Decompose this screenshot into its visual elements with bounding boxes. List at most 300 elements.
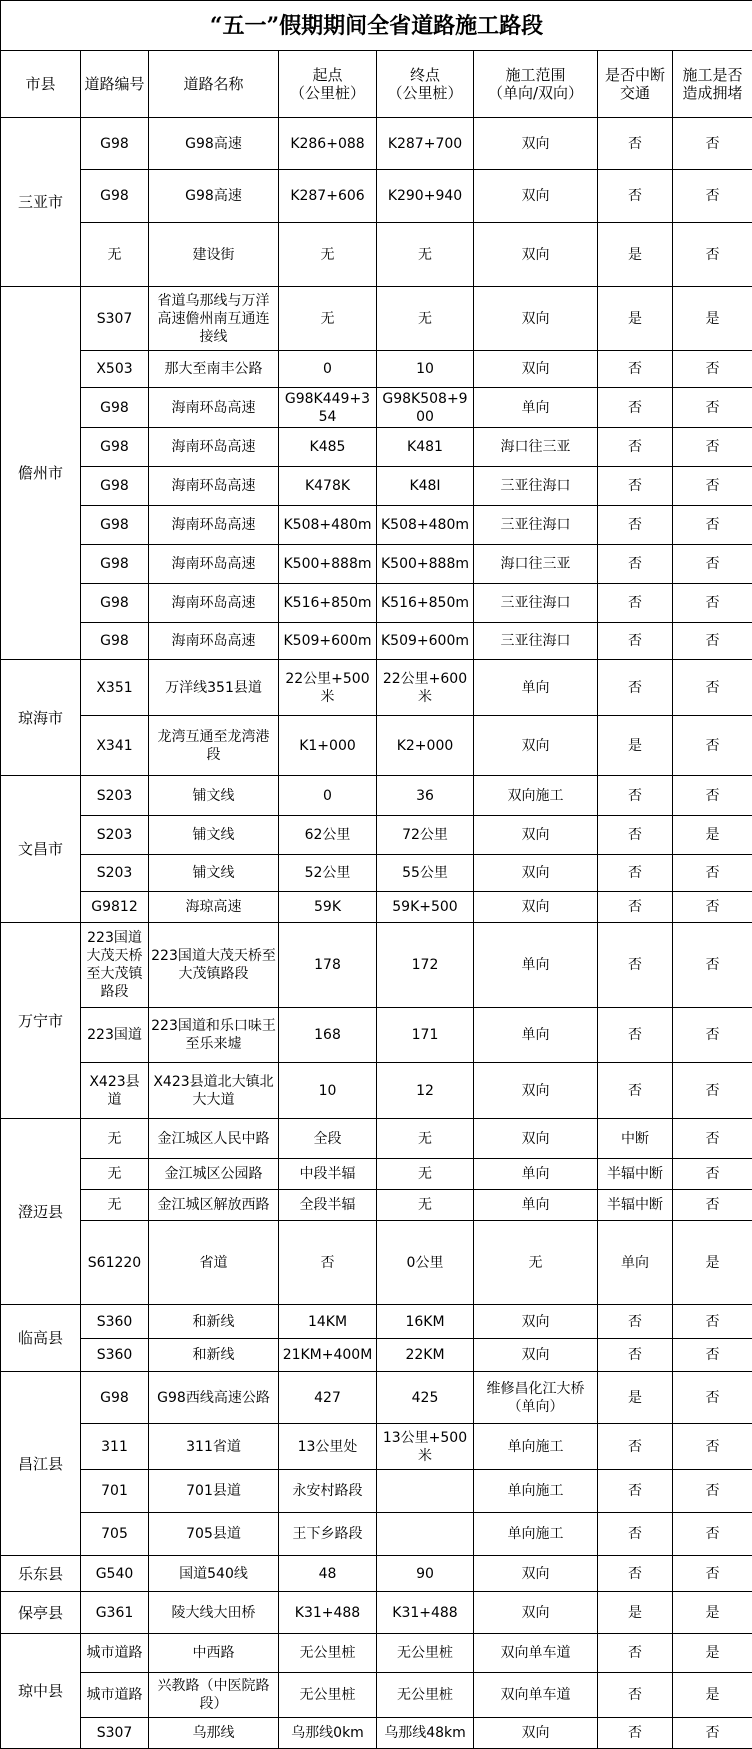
- scope-cell: 双向: [474, 1063, 598, 1119]
- jam-cell: 否: [673, 1159, 752, 1190]
- scope-cell: 单向: [474, 1008, 598, 1063]
- header-row: [1, 51, 752, 118]
- end-cell: K516+850m: [377, 584, 474, 623]
- start-cell: K31+488: [279, 1592, 377, 1634]
- start-cell: 22公里+500米: [279, 660, 377, 716]
- start-cell: K516+850m: [279, 584, 377, 623]
- name-cell: 和新线: [149, 1339, 279, 1372]
- interrupt-cell: 否: [598, 1556, 673, 1592]
- end-cell: 22KM: [377, 1339, 474, 1372]
- end-cell: 36: [377, 776, 474, 816]
- code-cell: 223国道大茂天桥至大茂镇路段: [81, 923, 149, 1008]
- interrupt-cell: 否: [598, 1470, 673, 1513]
- end-cell: 无公里桩: [377, 1673, 474, 1718]
- end-cell: 172: [377, 923, 474, 1008]
- interrupt-cell: 是: [598, 287, 673, 351]
- start-cell: 中段半辐: [279, 1159, 377, 1190]
- code-cell: S360: [81, 1305, 149, 1339]
- interrupt-cell: 否: [598, 1424, 673, 1470]
- name-cell: 海南环岛高速: [149, 545, 279, 584]
- code-cell: X351: [81, 660, 149, 716]
- code-cell: S307: [81, 1718, 149, 1749]
- name-cell: 陵大线大田桥: [149, 1592, 279, 1634]
- interrupt-cell: 否: [598, 467, 673, 506]
- scope-cell: 三亚往海口: [474, 506, 598, 545]
- jam-cell: 否: [673, 118, 752, 170]
- city-cell: 保亭县: [1, 1592, 81, 1634]
- name-cell: 金江城区公园路: [149, 1159, 279, 1190]
- interrupt-cell: 否: [598, 506, 673, 545]
- table-row: [1, 776, 752, 816]
- scope-cell: 三亚往海口: [474, 623, 598, 660]
- jam-cell: 否: [673, 1718, 752, 1749]
- code-cell: S203: [81, 855, 149, 892]
- jam-cell: 否: [673, 855, 752, 892]
- table-row: [1, 584, 752, 623]
- scope-cell: 单向施工: [474, 1470, 598, 1513]
- table-row: [1, 545, 752, 584]
- name-cell: 那大至南丰公路: [149, 351, 279, 388]
- code-cell: 无: [81, 1159, 149, 1190]
- scope-cell: 双向: [474, 351, 598, 388]
- jam-cell: 是: [673, 816, 752, 855]
- end-cell: 90: [377, 1556, 474, 1592]
- end-cell: K2+000: [377, 716, 474, 776]
- name-cell: 龙湾互通至龙湾港段: [149, 716, 279, 776]
- code-cell: 城市道路: [81, 1634, 149, 1673]
- start-cell: 全段半辐: [279, 1190, 377, 1221]
- name-cell: 金江城区人民中路: [149, 1119, 279, 1159]
- interrupt-cell: 否: [598, 584, 673, 623]
- interrupt-cell: 单向: [598, 1221, 673, 1305]
- interrupt-cell: 否: [598, 1634, 673, 1673]
- scope-cell: 双向: [474, 1592, 598, 1634]
- start-cell: 无: [279, 287, 377, 351]
- jam-cell: 是: [673, 1221, 752, 1305]
- name-cell: 海琼高速: [149, 892, 279, 923]
- start-cell: 永安村路段: [279, 1470, 377, 1513]
- code-cell: 无: [81, 1190, 149, 1221]
- code-cell: G98: [81, 118, 149, 170]
- end-cell: 22公里+600米: [377, 660, 474, 716]
- start-cell: 52公里: [279, 855, 377, 892]
- name-cell: 省道: [149, 1221, 279, 1305]
- scope-cell: 单向: [474, 1190, 598, 1221]
- city-cell: 琼海市: [1, 660, 81, 776]
- code-cell: 无: [81, 1119, 149, 1159]
- name-cell: 兴教路（中医院路段）: [149, 1673, 279, 1718]
- scope-cell: 双向: [474, 816, 598, 855]
- city-cell: 三亚市: [1, 118, 81, 287]
- table-row: [1, 1372, 752, 1424]
- interrupt-cell: 半辐中断: [598, 1190, 673, 1221]
- code-cell: 223国道: [81, 1008, 149, 1063]
- code-cell: G98: [81, 1372, 149, 1424]
- code-cell: G98: [81, 623, 149, 660]
- jam-cell: 否: [673, 1556, 752, 1592]
- jam-cell: 否: [673, 1063, 752, 1119]
- interrupt-cell: 中断: [598, 1119, 673, 1159]
- code-cell: S61220: [81, 1221, 149, 1305]
- table-row: [1, 855, 752, 892]
- jam-cell: 否: [673, 1305, 752, 1339]
- end-cell: [377, 1513, 474, 1556]
- name-cell: X423县道北大镇北大大道: [149, 1063, 279, 1119]
- interrupt-cell: 否: [598, 1063, 673, 1119]
- jam-cell: 否: [673, 1372, 752, 1424]
- name-cell: 建设街: [149, 223, 279, 287]
- name-cell: 铺文线: [149, 855, 279, 892]
- name-cell: 311省道: [149, 1424, 279, 1470]
- end-cell: K509+600m: [377, 623, 474, 660]
- table-row: [1, 1305, 752, 1339]
- table-row: [1, 923, 752, 1008]
- scope-cell: 双向: [474, 1718, 598, 1749]
- table-row: [1, 1159, 752, 1190]
- scope-cell: 双向: [474, 1556, 598, 1592]
- start-cell: K500+888m: [279, 545, 377, 584]
- header-road-code: 道路编号: [81, 51, 149, 118]
- start-cell: 0: [279, 351, 377, 388]
- name-cell: 金江城区解放西路: [149, 1190, 279, 1221]
- interrupt-cell: 否: [598, 351, 673, 388]
- code-cell: 无: [81, 223, 149, 287]
- name-cell: 海南环岛高速: [149, 428, 279, 467]
- start-cell: K286+088: [279, 118, 377, 170]
- code-cell: G98: [81, 506, 149, 545]
- end-cell: 12: [377, 1063, 474, 1119]
- start-cell: 59K: [279, 892, 377, 923]
- name-cell: G98高速: [149, 170, 279, 223]
- jam-cell: 否: [673, 545, 752, 584]
- start-cell: 无公里桩: [279, 1673, 377, 1718]
- start-cell: K509+600m: [279, 623, 377, 660]
- start-cell: K485: [279, 428, 377, 467]
- jam-cell: 否: [673, 1190, 752, 1221]
- table-title: “五一”假期期间全省道路施工路段: [1, 1, 752, 51]
- table-row: [1, 716, 752, 776]
- jam-cell: 否: [673, 351, 752, 388]
- start-cell: K478K: [279, 467, 377, 506]
- end-cell: K31+488: [377, 1592, 474, 1634]
- code-cell: G9812: [81, 892, 149, 923]
- jam-cell: 是: [673, 287, 752, 351]
- jam-cell: 否: [673, 584, 752, 623]
- interrupt-cell: 否: [598, 1339, 673, 1372]
- scope-cell: 双向: [474, 223, 598, 287]
- interrupt-cell: 否: [598, 1513, 673, 1556]
- scope-cell: 双向: [474, 855, 598, 892]
- name-cell: 223国道大茂天桥至大茂镇路段: [149, 923, 279, 1008]
- city-cell: 儋州市: [1, 287, 81, 660]
- name-cell: 海南环岛高速: [149, 388, 279, 428]
- end-cell: 13公里+500米: [377, 1424, 474, 1470]
- scope-cell: 无: [474, 1221, 598, 1305]
- code-cell: G98: [81, 428, 149, 467]
- start-cell: K287+606: [279, 170, 377, 223]
- name-cell: 万洋线351县道: [149, 660, 279, 716]
- interrupt-cell: 否: [598, 855, 673, 892]
- code-cell: S307: [81, 287, 149, 351]
- start-cell: 48: [279, 1556, 377, 1592]
- interrupt-cell: 否: [598, 1673, 673, 1718]
- start-cell: 14KM: [279, 1305, 377, 1339]
- end-cell: 72公里: [377, 816, 474, 855]
- interrupt-cell: 否: [598, 1718, 673, 1749]
- interrupt-cell: 否: [598, 816, 673, 855]
- scope-cell: 单向: [474, 1159, 598, 1190]
- end-cell: 无: [377, 1159, 474, 1190]
- code-cell: G98: [81, 584, 149, 623]
- city-cell: 乐东县: [1, 1556, 81, 1592]
- interrupt-cell: 否: [598, 623, 673, 660]
- end-cell: K500+888m: [377, 545, 474, 584]
- scope-cell: 海口往三亚: [474, 545, 598, 584]
- start-cell: 62公里: [279, 816, 377, 855]
- table-row: [1, 1221, 752, 1305]
- end-cell: 59K+500: [377, 892, 474, 923]
- start-cell: 0: [279, 776, 377, 816]
- start-cell: 13公里处: [279, 1424, 377, 1470]
- name-cell: 和新线: [149, 1305, 279, 1339]
- table-row: [1, 1556, 752, 1592]
- interrupt-cell: 否: [598, 118, 673, 170]
- start-cell: 168: [279, 1008, 377, 1063]
- city-cell: 昌江县: [1, 1372, 81, 1556]
- scope-cell: 单向施工: [474, 1424, 598, 1470]
- start-cell: 乌那线0km: [279, 1718, 377, 1749]
- jam-cell: 是: [673, 1634, 752, 1673]
- name-cell: 705县道: [149, 1513, 279, 1556]
- scope-cell: 单向: [474, 660, 598, 716]
- table-row: [1, 388, 752, 428]
- code-cell: X341: [81, 716, 149, 776]
- interrupt-cell: 是: [598, 1592, 673, 1634]
- city-cell: 澄迈县: [1, 1119, 81, 1305]
- end-cell: K481: [377, 428, 474, 467]
- header-jam: 施工是否 造成拥堵: [673, 51, 752, 118]
- interrupt-cell: 否: [598, 428, 673, 467]
- start-cell: 否: [279, 1221, 377, 1305]
- header-end: 终点 （公里桩）: [377, 51, 474, 118]
- jam-cell: 否: [673, 1424, 752, 1470]
- scope-cell: 双向: [474, 1305, 598, 1339]
- table-row: [1, 1008, 752, 1063]
- end-cell: K508+480m: [377, 506, 474, 545]
- scope-cell: 三亚往海口: [474, 584, 598, 623]
- start-cell: 全段: [279, 1119, 377, 1159]
- end-cell: 16KM: [377, 1305, 474, 1339]
- scope-cell: 海口往三亚: [474, 428, 598, 467]
- end-cell: 无公里桩: [377, 1634, 474, 1673]
- header-city: 市县: [1, 51, 81, 118]
- name-cell: 223国道和乐口味王至乐来墟: [149, 1008, 279, 1063]
- table-row: [1, 1718, 752, 1749]
- table-row: [1, 623, 752, 660]
- jam-cell: 是: [673, 1592, 752, 1634]
- code-cell: G540: [81, 1556, 149, 1592]
- jam-cell: 否: [673, 776, 752, 816]
- start-cell: K1+000: [279, 716, 377, 776]
- interrupt-cell: 否: [598, 545, 673, 584]
- interrupt-cell: 否: [598, 923, 673, 1008]
- code-cell: G98: [81, 467, 149, 506]
- jam-cell: 否: [673, 1470, 752, 1513]
- name-cell: 乌那线: [149, 1718, 279, 1749]
- end-cell: 171: [377, 1008, 474, 1063]
- table-row: [1, 287, 752, 351]
- scope-cell: 双向: [474, 716, 598, 776]
- end-cell: K48I: [377, 467, 474, 506]
- scope-cell: 双向: [474, 170, 598, 223]
- table-row: [1, 223, 752, 287]
- end-cell: G98K508+900: [377, 388, 474, 428]
- end-cell: 425: [377, 1372, 474, 1424]
- code-cell: 701: [81, 1470, 149, 1513]
- interrupt-cell: 否: [598, 892, 673, 923]
- end-cell: 无: [377, 223, 474, 287]
- table-row: [1, 170, 752, 223]
- jam-cell: 否: [673, 506, 752, 545]
- interrupt-cell: 否: [598, 1008, 673, 1063]
- name-cell: 海南环岛高速: [149, 506, 279, 545]
- table-row: [1, 1424, 752, 1470]
- name-cell: 海南环岛高速: [149, 623, 279, 660]
- start-cell: 王下乡路段: [279, 1513, 377, 1556]
- code-cell: S203: [81, 776, 149, 816]
- start-cell: 427: [279, 1372, 377, 1424]
- interrupt-cell: 是: [598, 223, 673, 287]
- end-cell: [377, 1470, 474, 1513]
- table-row: [1, 660, 752, 716]
- code-cell: S203: [81, 816, 149, 855]
- end-cell: 无: [377, 287, 474, 351]
- code-cell: 705: [81, 1513, 149, 1556]
- table-row: [1, 816, 752, 855]
- name-cell: 省道乌那线与万洋高速儋州南互通连接线: [149, 287, 279, 351]
- end-cell: 乌那线48km: [377, 1718, 474, 1749]
- table-row: [1, 892, 752, 923]
- jam-cell: 否: [673, 1119, 752, 1159]
- scope-cell: 双向: [474, 287, 598, 351]
- table-row: [1, 506, 752, 545]
- name-cell: 海南环岛高速: [149, 467, 279, 506]
- city-cell: 临高县: [1, 1305, 81, 1372]
- jam-cell: 否: [673, 892, 752, 923]
- jam-cell: 否: [673, 1513, 752, 1556]
- interrupt-cell: 半辐中断: [598, 1159, 673, 1190]
- table-row: [1, 118, 752, 170]
- table-row: [1, 1673, 752, 1718]
- code-cell: S360: [81, 1339, 149, 1372]
- end-cell: 无: [377, 1190, 474, 1221]
- jam-cell: 否: [673, 388, 752, 428]
- code-cell: 311: [81, 1424, 149, 1470]
- header-road-name: 道路名称: [149, 51, 279, 118]
- scope-cell: 双向: [474, 892, 598, 923]
- table-row: [1, 1119, 752, 1159]
- header-scope: 施工范围 （单向/双向）: [474, 51, 598, 118]
- jam-cell: 否: [673, 716, 752, 776]
- jam-cell: 否: [673, 428, 752, 467]
- table-row: [1, 1339, 752, 1372]
- interrupt-cell: 否: [598, 388, 673, 428]
- jam-cell: 否: [673, 1008, 752, 1063]
- interrupt-cell: 否: [598, 170, 673, 223]
- scope-cell: 双向: [474, 1339, 598, 1372]
- name-cell: 海南环岛高速: [149, 584, 279, 623]
- city-cell: 文昌市: [1, 776, 81, 923]
- end-cell: K287+700: [377, 118, 474, 170]
- start-cell: 无: [279, 223, 377, 287]
- scope-cell: 单向: [474, 388, 598, 428]
- scope-cell: 单向施工: [474, 1513, 598, 1556]
- scope-cell: 双向: [474, 118, 598, 170]
- scope-cell: 双向单车道: [474, 1673, 598, 1718]
- table-row: [1, 1470, 752, 1513]
- name-cell: 铺文线: [149, 816, 279, 855]
- name-cell: 701县道: [149, 1470, 279, 1513]
- end-cell: 0公里: [377, 1221, 474, 1305]
- interrupt-cell: 否: [598, 660, 673, 716]
- code-cell: X423县道: [81, 1063, 149, 1119]
- end-cell: 10: [377, 351, 474, 388]
- name-cell: 铺文线: [149, 776, 279, 816]
- jam-cell: 否: [673, 660, 752, 716]
- code-cell: G98: [81, 388, 149, 428]
- table-row: [1, 351, 752, 388]
- jam-cell: 否: [673, 467, 752, 506]
- table-row: [1, 428, 752, 467]
- scope-cell: 双向: [474, 1119, 598, 1159]
- code-cell: 城市道路: [81, 1673, 149, 1718]
- name-cell: 国道540线: [149, 1556, 279, 1592]
- header-interrupt: 是否中断 交通: [598, 51, 673, 118]
- code-cell: G361: [81, 1592, 149, 1634]
- scope-cell: 维修昌化江大桥（单向）: [474, 1372, 598, 1424]
- code-cell: X503: [81, 351, 149, 388]
- table-row: [1, 1190, 752, 1221]
- jam-cell: 否: [673, 223, 752, 287]
- city-cell: 琼中县: [1, 1634, 81, 1749]
- code-cell: G98: [81, 170, 149, 223]
- start-cell: K508+480m: [279, 506, 377, 545]
- scope-cell: 双向施工: [474, 776, 598, 816]
- jam-cell: 否: [673, 1339, 752, 1372]
- start-cell: G98K449+354: [279, 388, 377, 428]
- jam-cell: 否: [673, 623, 752, 660]
- scope-cell: 单向: [474, 923, 598, 1008]
- table-row: [1, 467, 752, 506]
- start-cell: 无公里桩: [279, 1634, 377, 1673]
- jam-cell: 是: [673, 1673, 752, 1718]
- table-row: [1, 1634, 752, 1673]
- jam-cell: 否: [673, 923, 752, 1008]
- header-start: 起点 （公里桩）: [279, 51, 377, 118]
- code-cell: G98: [81, 545, 149, 584]
- start-cell: 178: [279, 923, 377, 1008]
- end-cell: K290+940: [377, 170, 474, 223]
- scope-cell: 三亚往海口: [474, 467, 598, 506]
- name-cell: 中西路: [149, 1634, 279, 1673]
- end-cell: 无: [377, 1119, 474, 1159]
- table-row: [1, 1592, 752, 1634]
- name-cell: G98高速: [149, 118, 279, 170]
- interrupt-cell: 否: [598, 776, 673, 816]
- name-cell: G98西线高速公路: [149, 1372, 279, 1424]
- city-cell: 万宁市: [1, 923, 81, 1119]
- scope-cell: 双向单车道: [474, 1634, 598, 1673]
